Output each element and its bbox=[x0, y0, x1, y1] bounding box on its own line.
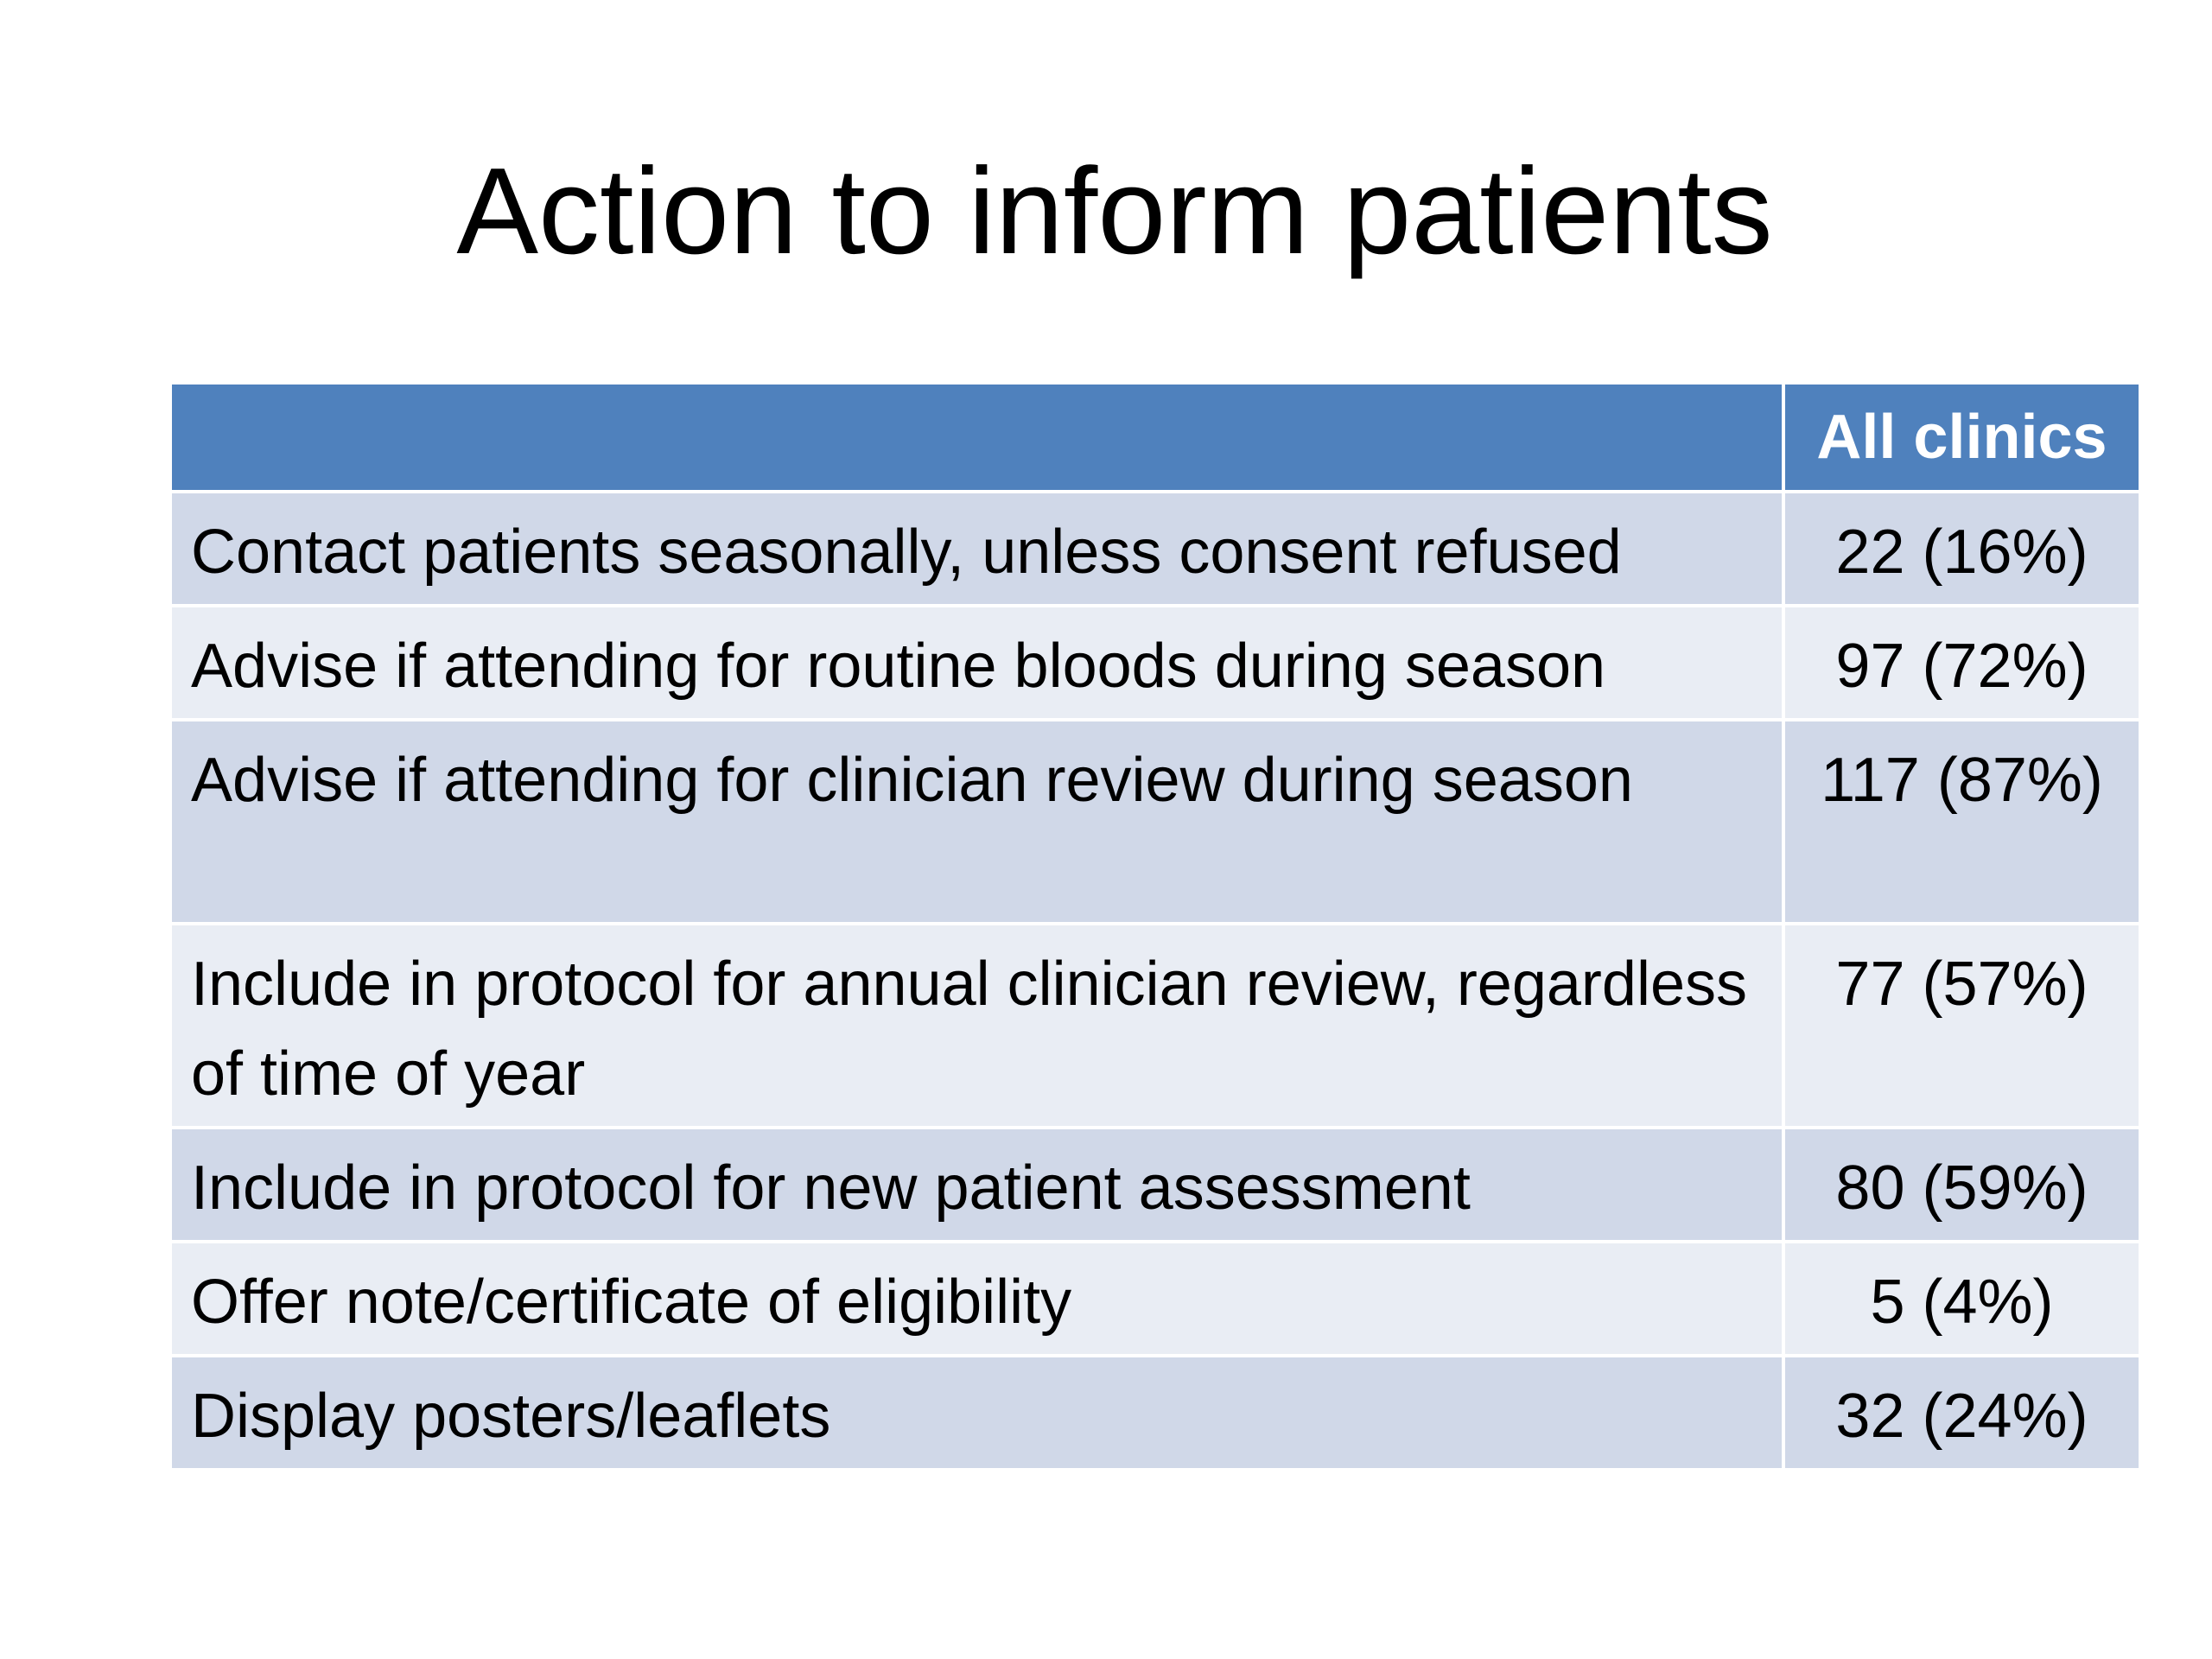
table-row bbox=[170, 1242, 2140, 1356]
column-header-all-clinics: All clinics bbox=[1783, 383, 2140, 492]
cell-all-clinics: 80 (59%) bbox=[1783, 1128, 2140, 1242]
column-header-action bbox=[170, 383, 1783, 492]
table-row bbox=[170, 1128, 2140, 1242]
slide-title: Action to inform patients bbox=[456, 143, 1773, 280]
cell-all-clinics: 5 (4%) bbox=[1783, 1242, 2140, 1356]
table-row bbox=[170, 924, 2140, 1128]
table-row bbox=[170, 720, 2140, 924]
table-row bbox=[170, 606, 2140, 720]
cell-all-clinics: 22 (16%) bbox=[1783, 492, 2140, 606]
cell-action: Display posters/leaflets bbox=[170, 1356, 1783, 1470]
cell-all-clinics: 117 (87%) bbox=[1783, 720, 2140, 924]
cell-action: Advise if attending for routine bloods during season bbox=[170, 606, 1783, 720]
results-table bbox=[168, 381, 2142, 1471]
cell-action: Contact patients seasonally, unless consent refused bbox=[170, 492, 1783, 606]
cell-action: Offer note/certificate of eligibility bbox=[170, 1242, 1783, 1356]
cell-action: Include in protocol for annual clinician review, regardless of time of year bbox=[170, 924, 1783, 1128]
cell-all-clinics: 32 (24%) bbox=[1783, 1356, 2140, 1470]
table-row bbox=[170, 1356, 2140, 1470]
cell-all-clinics: 97 (72%) bbox=[1783, 606, 2140, 720]
table-header-row bbox=[170, 383, 2140, 492]
cell-action: Include in protocol for new patient assessment bbox=[170, 1128, 1783, 1242]
table-row bbox=[170, 492, 2140, 606]
cell-all-clinics: 77 (57%) bbox=[1783, 924, 2140, 1128]
cell-action: Advise if attending for clinician review during season bbox=[170, 720, 1783, 924]
